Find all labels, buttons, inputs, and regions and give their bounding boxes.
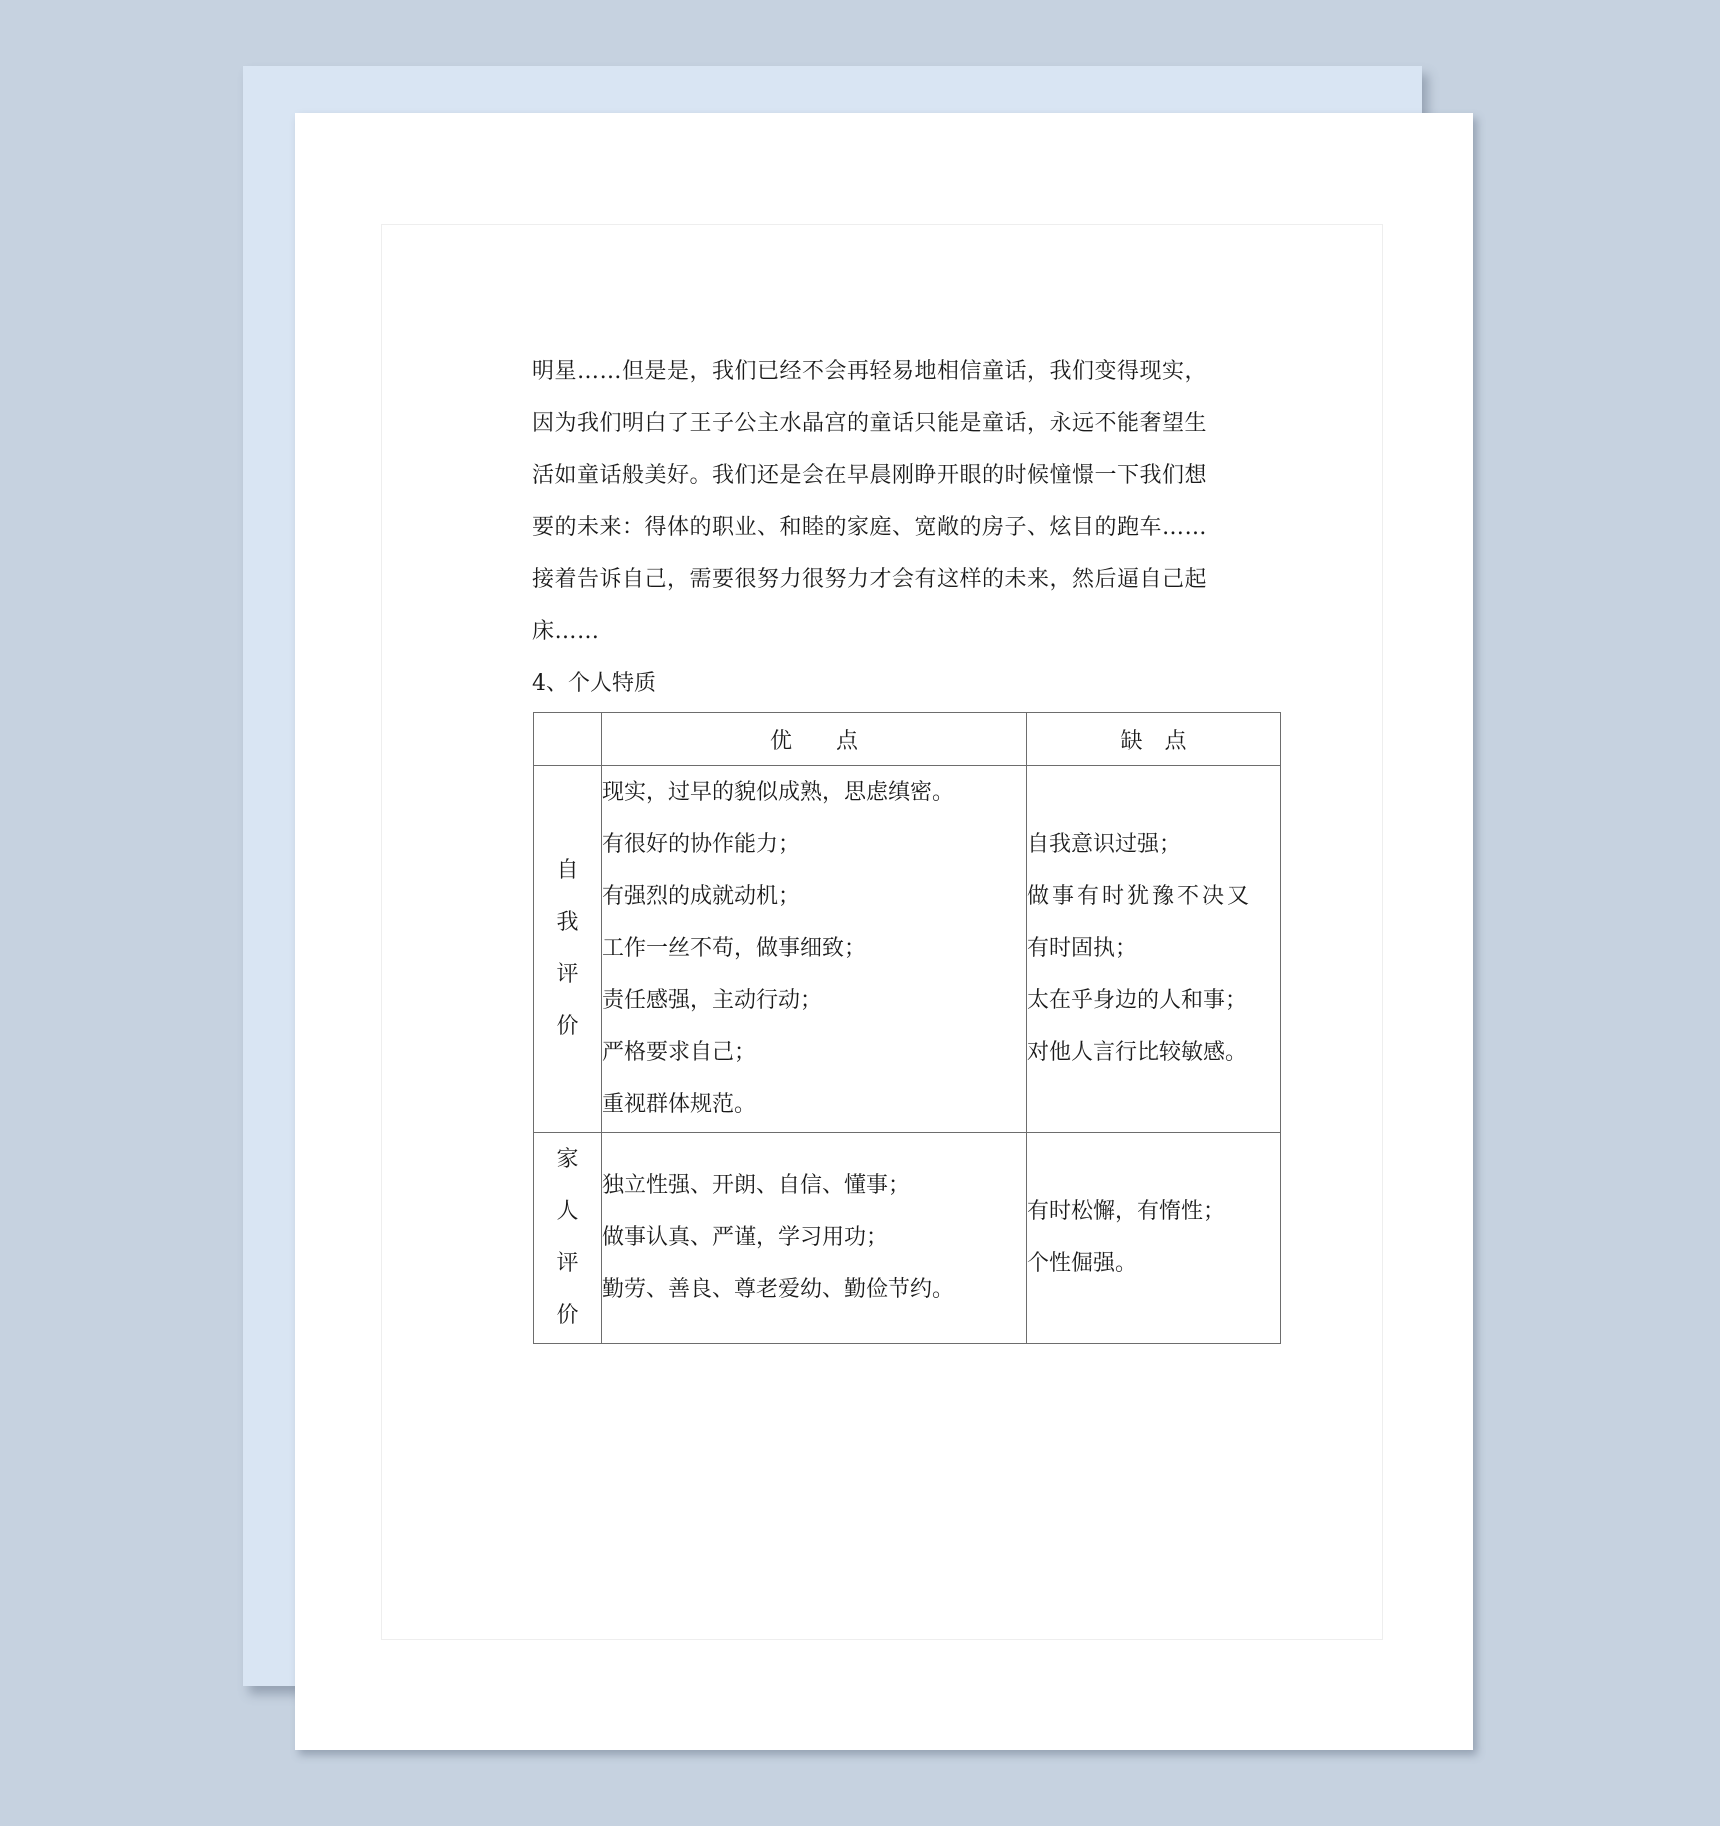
- pros-item: 勤劳、善良、尊老爱幼、勤俭节约。: [602, 1277, 955, 1302]
- pros-item: 独立性强、开朗、自信、懂事；: [602, 1173, 911, 1198]
- header-empty-cell: [534, 713, 602, 766]
- row-label-char: 自: [556, 858, 579, 883]
- row-label-char: 我: [556, 910, 579, 935]
- paragraph-line: 活如童话般美好。我们还是会在早晨刚睁开眼的时候憧憬一下我们想: [532, 463, 1208, 488]
- row-label-char: 评: [556, 962, 579, 987]
- paragraph-line: 床……: [532, 619, 600, 644]
- cons-item: 做事有时犹豫不决又: [1027, 884, 1253, 909]
- cons-item: 太在乎身边的人和事；: [1027, 988, 1248, 1013]
- family-cons-cell: [1027, 1133, 1281, 1344]
- pros-item: 严格要求自己；: [602, 1040, 757, 1065]
- row-label-self-evaluation: [534, 766, 602, 1133]
- row-label-char: 价: [556, 1014, 579, 1039]
- self-cons-cell: [1027, 766, 1281, 1133]
- family-pros-cell: [602, 1133, 1027, 1344]
- paragraph-line: 明星……但是是，我们已经不会再轻易地相信童话，我们变得现实，: [532, 359, 1208, 384]
- pros-item: 有很好的协作能力；: [602, 832, 801, 857]
- header-cons: [1027, 713, 1281, 766]
- pros-item: 有强烈的成就动机；: [602, 884, 801, 909]
- row-label-family-evaluation: [534, 1133, 602, 1344]
- pros-item: 重视群体规范。: [602, 1092, 757, 1117]
- table-row-self-evaluation: [534, 766, 1281, 1133]
- pros-item: 工作一丝不苟，做事细致；: [602, 936, 867, 961]
- cons-item: 有时松懈，有惰性；: [1027, 1199, 1226, 1224]
- cons-item: 对他人言行比较敏感。: [1027, 1040, 1248, 1065]
- table-header-row: [534, 713, 1281, 766]
- row-label-char: 价: [556, 1303, 579, 1328]
- pros-item: 现实，过早的貌似成熟，思虑缜密。: [602, 780, 955, 805]
- header-pros: [602, 713, 1027, 766]
- row-label-char: 评: [556, 1251, 579, 1276]
- row-label-char: 人: [556, 1199, 579, 1224]
- personal-traits-table: [533, 712, 1281, 1344]
- table-row-family-evaluation: [534, 1133, 1281, 1344]
- paragraph-line: 接着告诉自己，需要很努力很努力才会有这样的未来，然后逼自己起: [532, 567, 1208, 592]
- header-cons-label: 缺 点: [1120, 728, 1187, 754]
- cons-item: 自我意识过强；: [1027, 832, 1182, 857]
- pros-item: 责任感强，主动行动；: [602, 988, 823, 1013]
- paragraph-line: 要的未来：得体的职业、和睦的家庭、宽敞的房子、炫目的跑车……: [532, 515, 1208, 540]
- pros-item: 做事认真、严谨，学习用功；: [602, 1225, 889, 1250]
- document-page: [295, 113, 1473, 1750]
- header-pros-label: 优 点: [769, 728, 858, 754]
- cons-item: 有时固执；: [1027, 936, 1138, 961]
- section-heading: 4、个人特质: [532, 671, 656, 696]
- paragraph-line: 因为我们明白了王子公主水晶宫的童话只能是童话，永远不能奢望生: [532, 411, 1208, 436]
- row-label-char: 家: [556, 1147, 579, 1172]
- self-pros-cell: [602, 766, 1027, 1133]
- page-content: [532, 346, 1292, 710]
- cons-item: 个性倔强。: [1027, 1251, 1138, 1276]
